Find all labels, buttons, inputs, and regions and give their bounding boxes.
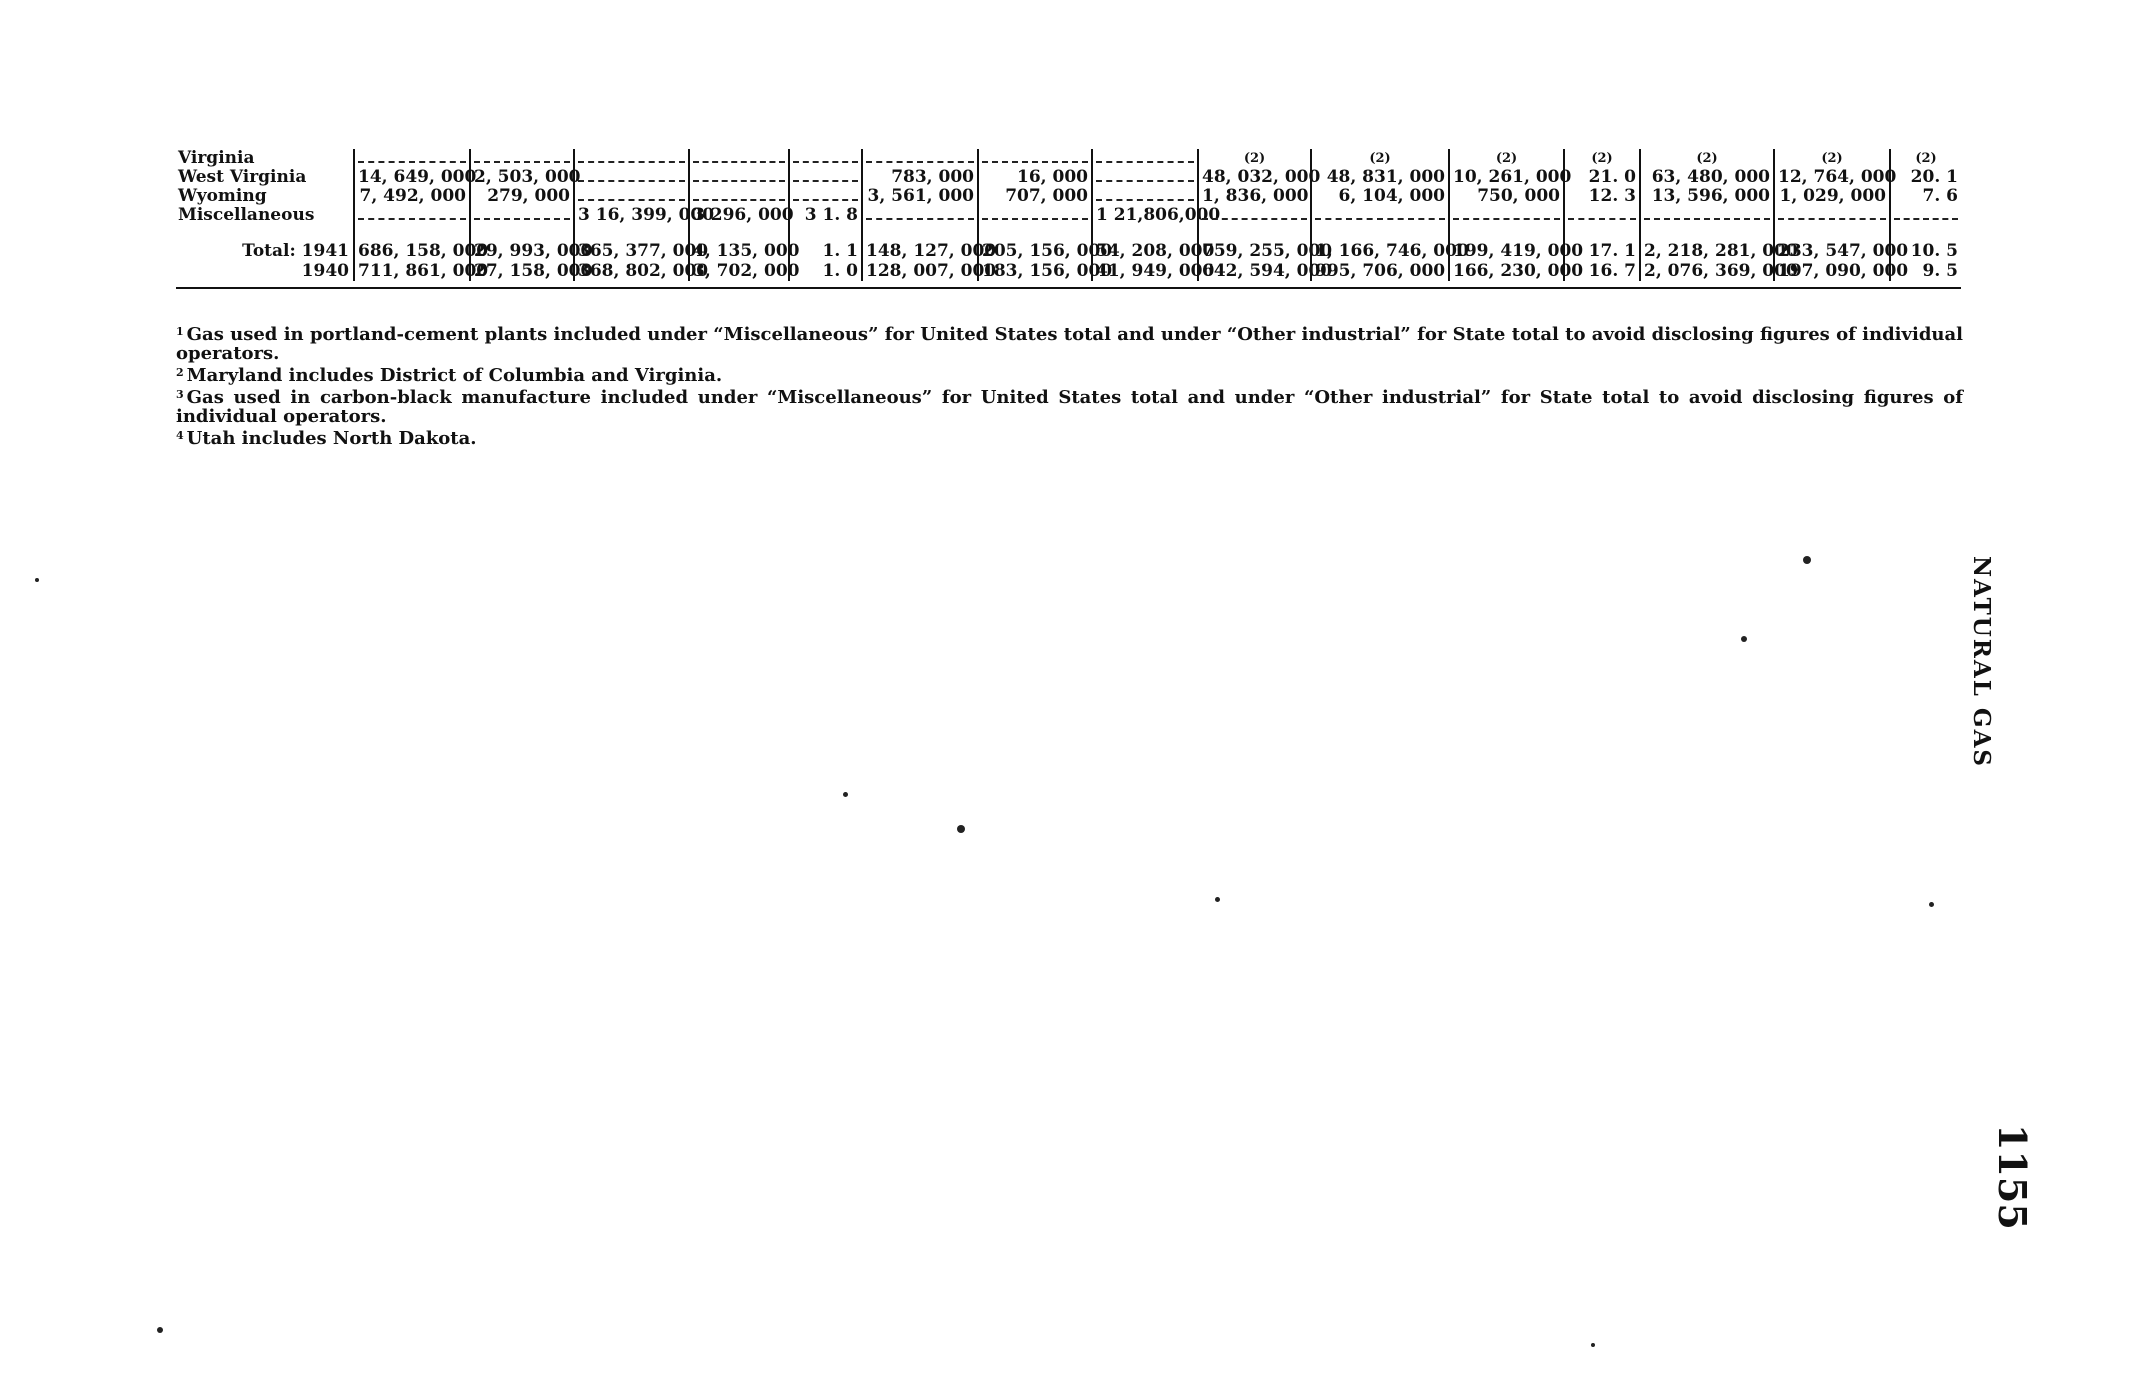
table-cell-note: (2) [1311, 149, 1449, 168]
row-label: West Virginia [178, 167, 307, 187]
table-cell-blank [689, 149, 789, 168]
table-cell-blank [1640, 206, 1774, 225]
separator-cell [354, 225, 470, 241]
separator-cell [689, 225, 789, 241]
table-cell-blank [574, 149, 689, 168]
separator-cell [789, 225, 862, 241]
table-cell: 12, 764, 000 [1774, 168, 1890, 187]
table-cell-blank [1774, 206, 1890, 225]
separator-cell [1198, 225, 1311, 241]
footnote-text: Maryland includes District of Columbia and Virginia. [186, 365, 723, 386]
table-cell-blank [789, 149, 862, 168]
separator-cell [1092, 225, 1198, 241]
leader-dashes [1096, 151, 1194, 163]
table-cell: 750, 000 [1449, 187, 1564, 206]
table-cell: 183, 156, 000 [978, 261, 1092, 281]
table-cell-blank [1092, 149, 1198, 168]
leader-dashes [793, 189, 858, 201]
scan-speck [1591, 1343, 1595, 1347]
table-cell: 197, 090, 000 [1774, 261, 1890, 281]
scan-speck [1215, 897, 1220, 902]
footnote-marker: 4 [176, 429, 184, 442]
table-cell: 1. 1 [789, 241, 862, 261]
table-cell: 63, 480, 000 [1640, 168, 1774, 187]
table-cell: 48, 831, 000 [1311, 168, 1449, 187]
table-cell-blank [1890, 206, 1961, 225]
leader-dashes [578, 189, 685, 201]
table-cell: 10, 261, 000 [1449, 168, 1564, 187]
table-cell: 783, 000 [862, 168, 978, 187]
row-label: 1940 [301, 261, 349, 281]
table-cell-blank [862, 149, 978, 168]
table-cell-blank [354, 206, 470, 225]
table-cell: 686, 158, 000 [354, 241, 470, 261]
table-bottom-rule [176, 281, 1961, 288]
table-cell: 3, 561, 000 [862, 187, 978, 206]
table-cell: 1 21,806,000 [1092, 206, 1198, 225]
table-cell-note: (2) [1774, 149, 1890, 168]
table-cell: 12. 3 [1564, 187, 1640, 206]
footnote-marker: 1 [176, 325, 184, 338]
table-cell: 41, 949, 000 [1092, 261, 1198, 281]
separator-cell [1564, 225, 1640, 241]
table-cell: 3 296, 000 [689, 206, 789, 225]
table-cell-blank [470, 149, 574, 168]
rule-cell [176, 281, 1961, 288]
scan-speck [157, 1327, 163, 1333]
leader-dashes [693, 151, 785, 163]
leader-dashes [866, 208, 974, 220]
footnote-3 [176, 385, 1963, 426]
table-cell: 48, 032, 000 [1198, 168, 1311, 187]
table-cell: 279, 000 [470, 187, 574, 206]
separator-cell [574, 225, 689, 241]
footnote-text: Gas used in carbon-black manufacture included under “Miscellaneous” for United States total and under “Other industrial” for State total to avoid disclosing figures of individual operators. [176, 387, 1963, 427]
gas-consumption-table [176, 149, 1961, 289]
leader-dashes [1453, 208, 1560, 220]
leader-dashes [1315, 208, 1445, 220]
table-cell-blank [1564, 206, 1640, 225]
leader-dashes [578, 151, 685, 163]
separator-cell [978, 225, 1092, 241]
footnote-marker: 2 [176, 366, 184, 379]
table-cell-note: (2) [1449, 149, 1564, 168]
leader-dashes [358, 151, 466, 163]
leader-dashes [982, 208, 1088, 220]
leader-dashes [693, 189, 785, 201]
leader-dashes [866, 151, 974, 163]
table-cell: 16, 000 [978, 168, 1092, 187]
table-cell-note: (2) [1198, 149, 1311, 168]
footnote-text: Gas used in portland-cement plants included under “Miscellaneous” for United States total and under “Other industrial” for State total to avoid disclosing figures of individual operators. [176, 324, 1963, 364]
footnote-1 [176, 322, 1963, 363]
table-cell: 7, 492, 000 [354, 187, 470, 206]
table-body [176, 149, 1961, 288]
table-cell-blank [354, 149, 470, 168]
table-row [176, 187, 1961, 206]
footnote-2 [176, 363, 1963, 385]
table-cell: 759, 255, 000 [1198, 241, 1311, 261]
table-cell: 1. 0 [789, 261, 862, 281]
row-label: Miscellaneous [178, 205, 315, 225]
table-cell: 6, 104, 000 [1311, 187, 1449, 206]
footnote-marker: 3 [176, 388, 184, 401]
table-cell: 368, 802, 000 [574, 261, 689, 281]
leader-dashes [1568, 208, 1636, 220]
table-cell: 2, 076, 369, 000 [1640, 261, 1774, 281]
table-cell: 711, 861, 000 [354, 261, 470, 281]
leader-dashes [793, 151, 858, 163]
page-number: 1155 [1990, 1124, 2035, 1230]
row-label: Total: 1941 [242, 241, 349, 261]
row-label: Wyoming [178, 186, 267, 206]
table-cell: 1, 166, 746, 000 [1311, 241, 1449, 261]
table-cell: 1, 029, 000 [1774, 187, 1890, 206]
table-cell: 54, 208, 000 [1092, 241, 1198, 261]
leader-dashes [358, 208, 466, 220]
table-cell: 3, 702, 000 [689, 261, 789, 281]
scan-speck [843, 792, 848, 797]
table-cell-blank [574, 168, 689, 187]
table-cell: 166, 230, 000 [1449, 261, 1564, 281]
table-cell-blank [789, 168, 862, 187]
scan-speck [1741, 636, 1747, 642]
separator-cell [1640, 225, 1774, 241]
table-cell: 365, 377, 000 [574, 241, 689, 261]
table-cell: 13, 596, 000 [1640, 187, 1774, 206]
table-cell-blank [689, 168, 789, 187]
table-cell: 10. 5 [1890, 241, 1961, 261]
separator-cell [470, 225, 574, 241]
leader-dashes [1096, 189, 1194, 201]
table-cell-note: (2) [1640, 149, 1774, 168]
table-cell: 4, 135, 000 [689, 241, 789, 261]
separator-cell [862, 225, 978, 241]
table-cell: 199, 419, 000 [1449, 241, 1564, 261]
table-cell: 20. 1 [1890, 168, 1961, 187]
table-cell-blank [978, 206, 1092, 225]
separator-cell [1449, 225, 1564, 241]
table-cell: 27, 158, 000 [470, 261, 574, 281]
table-cell: 233, 547, 000 [1774, 241, 1890, 261]
table-cell: 3 16, 399, 000 [574, 206, 689, 225]
table-cell: 2, 503, 000 [470, 168, 574, 187]
table-cell: 7. 6 [1890, 187, 1961, 206]
scan-speck [1929, 902, 1934, 907]
table-cell-blank [862, 206, 978, 225]
table-cell: 29, 993, 000 [470, 241, 574, 261]
separator-cell [1311, 225, 1449, 241]
table-row [176, 206, 1961, 225]
table-cell-blank [1449, 206, 1564, 225]
table-cell: 21. 0 [1564, 168, 1640, 187]
table-cell: 205, 156, 000 [978, 241, 1092, 261]
table-cell-blank [1092, 187, 1198, 206]
table-cell: 9. 5 [1890, 261, 1961, 281]
table-cell-note: (2) [1564, 149, 1640, 168]
leader-dashes [793, 170, 858, 182]
leader-dashes [578, 170, 685, 182]
table-cell: 707, 000 [978, 187, 1092, 206]
table-cell: 1, 836, 000 [1198, 187, 1311, 206]
table-cell: 17. 1 [1564, 241, 1640, 261]
table-cell: 148, 127, 000 [862, 241, 978, 261]
table-cell: 995, 706, 000 [1311, 261, 1449, 281]
total-row [176, 261, 1961, 281]
table-cell: 14, 649, 000 [354, 168, 470, 187]
table-cell: 128, 007, 000 [862, 261, 978, 281]
separator-cell [1774, 225, 1890, 241]
table-cell-blank [1198, 206, 1311, 225]
table-cell: 642, 594, 000 [1198, 261, 1311, 281]
table-cell-blank [1311, 206, 1449, 225]
row-label: Virginia [178, 148, 255, 168]
leader-dashes [474, 208, 570, 220]
leader-dashes [982, 151, 1088, 163]
scan-speck [957, 825, 965, 833]
separator-cell [176, 225, 354, 241]
leader-dashes [693, 170, 785, 182]
footnote-text: Utah includes North Dakota. [186, 428, 477, 449]
row-separator [176, 225, 1961, 241]
table-row [176, 149, 1961, 168]
leader-dashes [1202, 208, 1307, 220]
table-cell: 2, 218, 281, 000 [1640, 241, 1774, 261]
table-cell-blank [470, 206, 574, 225]
footnote-4 [176, 426, 1963, 448]
separator-cell [1890, 225, 1961, 241]
table-cell-blank [1092, 168, 1198, 187]
table-cell-blank [689, 187, 789, 206]
table-cell-blank [978, 149, 1092, 168]
table-cell-note: (2) [1890, 149, 1961, 168]
table-cell-blank [574, 187, 689, 206]
table-cell: 16. 7 [1564, 261, 1640, 281]
leader-dashes [1644, 208, 1770, 220]
table-cell-blank [789, 187, 862, 206]
running-head: NATURAL GAS [1968, 556, 1995, 769]
leader-dashes [474, 151, 570, 163]
leader-dashes [1096, 170, 1194, 182]
table-row [176, 168, 1961, 187]
leader-dashes [1894, 208, 1958, 220]
leader-dashes [1778, 208, 1886, 220]
footnotes [176, 322, 1963, 448]
total-row [176, 241, 1961, 261]
scan-speck [1803, 556, 1811, 564]
scan-speck [35, 578, 39, 582]
table-cell: 3 1. 8 [789, 206, 862, 225]
